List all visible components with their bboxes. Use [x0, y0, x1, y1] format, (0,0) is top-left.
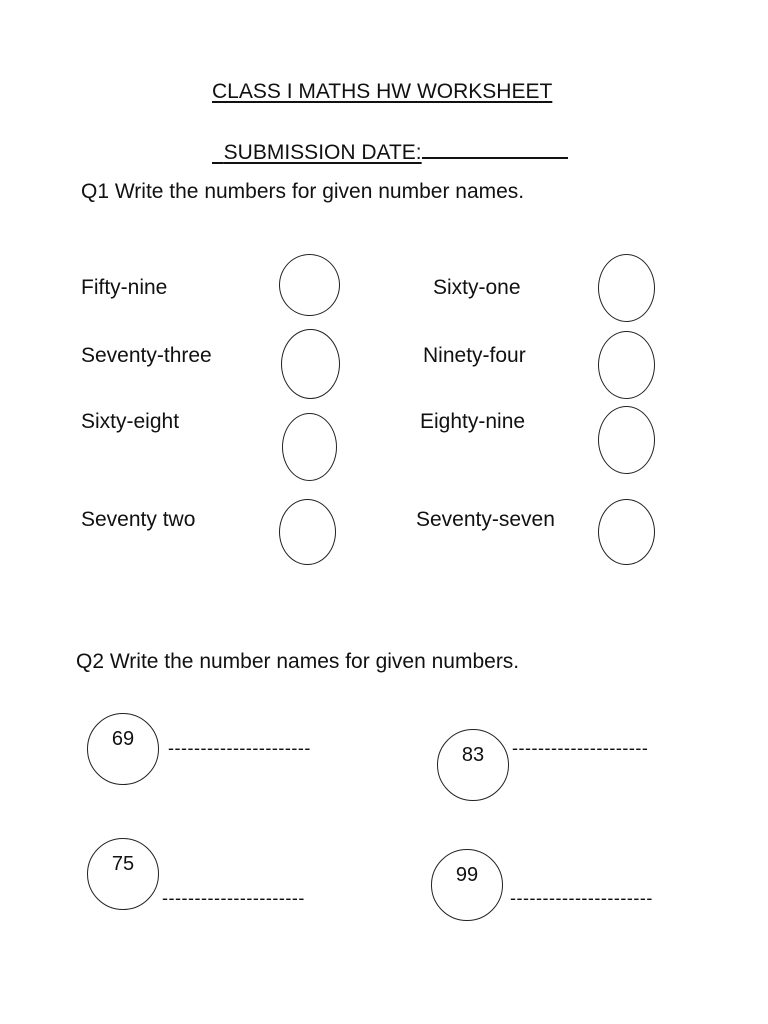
q1-answer-oval-left-2[interactable] — [281, 329, 340, 399]
q2-answer-line-3[interactable]: ---------------------- — [162, 888, 305, 908]
q1-answer-oval-right-4[interactable] — [598, 499, 655, 565]
q1-right-label-3: Eighty-nine — [420, 410, 526, 433]
q2-number-circle-1 — [87, 713, 159, 785]
q1-prompt: Q1 Write the numbers for given number names. — [81, 180, 525, 203]
worksheet-title: CLASS I MATHS HW WORKSHEET — [212, 80, 553, 103]
q1-left-label-4: Seventy two — [81, 508, 196, 531]
q2-number-1: 69 — [111, 728, 135, 750]
submission-date-row — [212, 115, 568, 165]
q2-answer-line-1[interactable]: ---------------------- — [168, 738, 311, 758]
submission-date-blank[interactable] — [422, 139, 568, 159]
q2-number-circle-4 — [431, 849, 503, 921]
submission-date-label: SUBMISSION DATE: — [223, 141, 422, 164]
q1-answer-oval-left-3[interactable] — [282, 413, 337, 481]
q1-answer-oval-left-1[interactable] — [279, 254, 340, 316]
q1-answer-oval-right-2[interactable] — [598, 331, 655, 399]
q1-left-label-3: Sixty-eight — [81, 410, 180, 433]
q2-number-circle-2 — [437, 729, 509, 801]
q1-right-label-1: Sixty-one — [433, 276, 521, 299]
q1-right-label-2: Ninety-four — [423, 344, 526, 367]
q1-answer-oval-right-3[interactable] — [598, 406, 655, 474]
q2-answer-line-2[interactable]: --------------------- — [512, 738, 649, 758]
q2-number-circle-3 — [87, 838, 159, 910]
q1-left-label-2: Seventy-three — [81, 344, 212, 367]
q2-number-4: 99 — [455, 864, 479, 886]
q2-prompt: Q2 Write the number names for given numbers. — [76, 650, 520, 673]
q1-left-label-1: Fifty-nine — [81, 276, 168, 299]
q1-answer-oval-left-4[interactable] — [279, 499, 336, 565]
q1-right-label-4: Seventy-seven — [416, 508, 555, 531]
q2-number-3: 75 — [111, 853, 135, 875]
q1-answer-oval-right-1[interactable] — [598, 254, 655, 322]
q2-number-2: 83 — [461, 744, 485, 766]
q2-answer-line-4[interactable]: ---------------------- — [510, 888, 653, 908]
